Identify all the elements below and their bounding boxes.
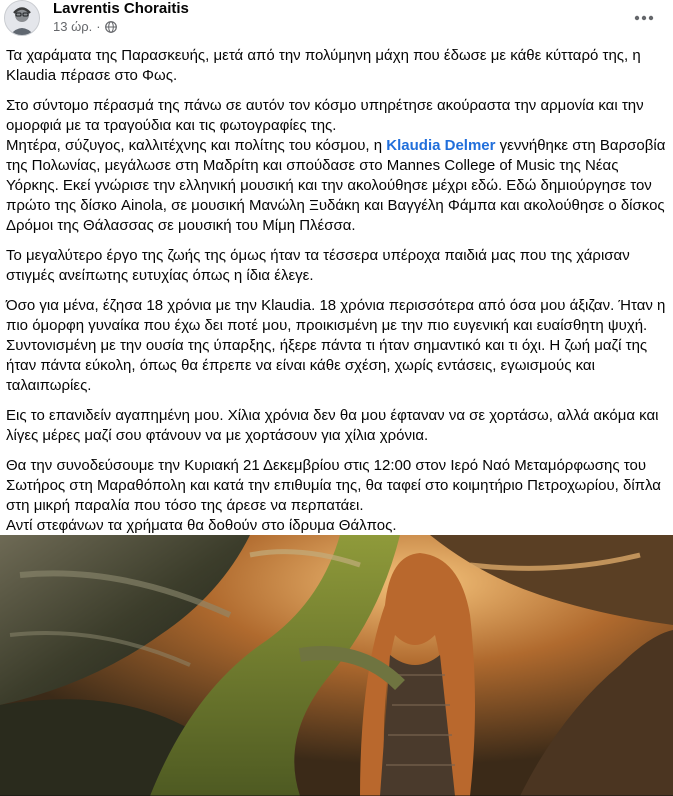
post-time[interactable]: 13 ώρ. (53, 19, 93, 34)
post-paragraph-5: Όσο για μένα, έζησα 18 χρόνια με την Klaudia. 18 χρόνια περισσότερα από όσα μου άξιζαν. Ήταν η πιο όμορφη γυναίκα που έχω δει ποτέ μου, προικισμένη με την πιο ευγενική και ευαίσθητη ψυχή. Συντονισμένη με την ουσία της ύπαρξης, ήξερε πάντα τι ήταν σημαντικό και τι όχι. Η ζωή μαζί της ήταν πάντα εύκολη, όπως θα έπρεπε να είναι κάθε σχέση, χωρίς εντάσεις, εγωισμούς και ταλαιπωρίες. (6, 297, 666, 394)
post-paragraph-2-text: Στο σύντομο πέρασμά της πάνω σε αυτόν τον κόσμο υπηρέτησε ακούραστα την αρμονία και την ομορφιά με τα τραγούδια και τις φωτογραφίες της. (6, 97, 644, 134)
post-paragraph-6: Εις το επανιδείν αγαπημένη μου. Χίλια χρόνια δεν θα μου έφταναν να σε χορτάσω, αλλά ακόμα και λίγες μέρες μαζί σου φτάνουν να με χορτάσουν για χίλια χρόνια. (6, 407, 659, 444)
post-paragraph-3 (6, 136, 668, 236)
tree-portrait-image (0, 535, 673, 796)
post-paragraph-4: Το μεγαλύτερο έργο της ζωής της όμως ήταν τα τέσσερα υπέροχα παιδιά μας που της χάρισαν στιγμές ανείπωτης ευτυχίας όπως η ίδια έλεγε. (6, 247, 630, 284)
post-photo[interactable] (0, 535, 673, 796)
more-options-icon (634, 15, 654, 21)
post-header (0, 0, 673, 44)
post-paragraph-2 (6, 96, 668, 136)
meta-separator: · (96, 19, 101, 34)
post-body (6, 46, 668, 546)
more-options-button[interactable] (630, 4, 658, 32)
author-avatar[interactable] (4, 0, 40, 36)
post-meta (53, 19, 117, 35)
post-paragraph-7: Θα την συνοδεύσουμε την Κυριακή 21 Δεκεμβρίου στις 12:00 στον Ιερό Ναό Μεταμόρφωσης του Σωτήρος στη Μαραθόπολη και κατά την επιθυμία της, θα ταφεί στο κοιμητήριο Πετροχωρίου, δίπλα στη μικρή παραλία που τόσο της άρεσε να περπατάει. Αντί στεφάνων τα χρήματα θα δοθούν στο ίδρυμα Θάλπος. (6, 457, 661, 534)
mention-link[interactable]: Klaudia Delmer (386, 137, 496, 154)
post-paragraph-1: Τα χαράματα της Παρασκευής, μετά από την πολύμηνη μάχη που έδωσε με κάθε κύτταρό της, η Klaudia πέρασε στο Φως. (6, 47, 641, 84)
post-paragraph-3-before: Μητέρα, σύζυγος, καλλιτέχνης και πολίτης του κόσμου, η (6, 137, 387, 154)
author-portrait-icon (5, 1, 39, 35)
post-paragraph-3-after: γεννήθηκε στη Βαρσοβία της Πολωνίας, μεγάλωσε στη Μαδρίτη και σπούδασε στο Mannes College of Music της Νέας Υόρκης. Εκεί γνώρισε την ελληνική μουσική και την ακολούθησε μέχρι εδώ. Εδώ δημιούργησε τον πρώτο της δίσκο Ainola, σε μουσική Μανώλη Ξυδάκη και Βαγγέλη Φάμπα και ακολούθησε ο δίσκος Δρόμοι της Θάλασσας σε μουσική του Μίμη Πλέσσα. (6, 137, 666, 234)
globe-icon (105, 21, 117, 33)
author-name[interactable]: Lavrentis Choraitis (53, 0, 189, 17)
